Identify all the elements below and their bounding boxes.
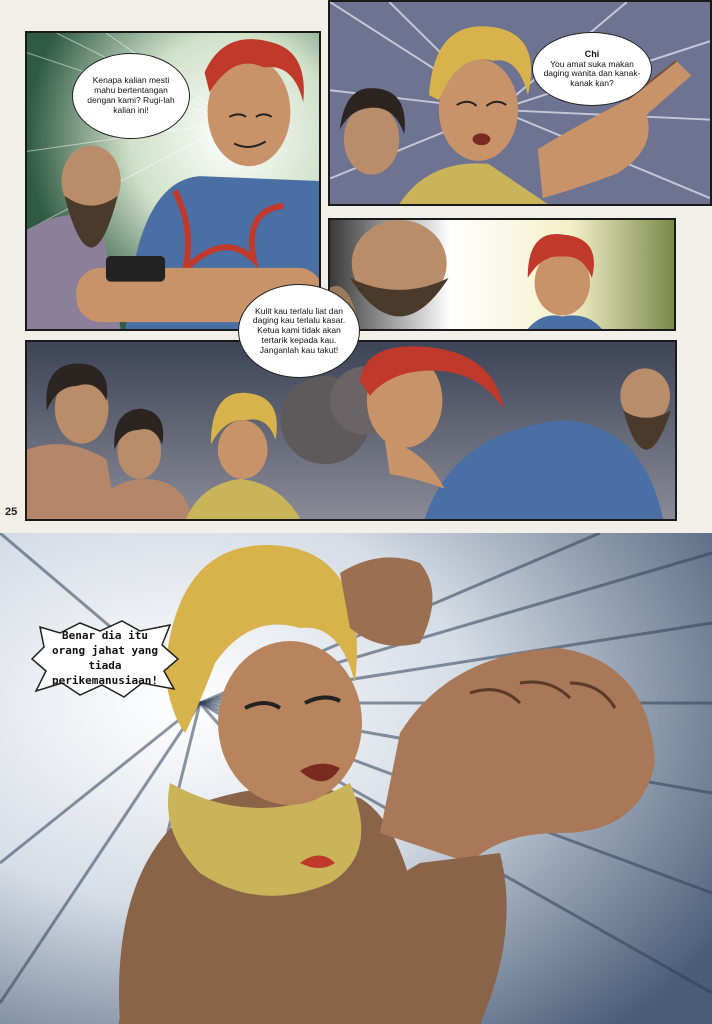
speech-bubble-panel-4 [238, 284, 360, 378]
panel-4 [25, 340, 677, 521]
panel-2 [328, 0, 712, 206]
speech-bubble-panel-1-text: Kenapa kalian mesti mahu bertentangan dengan kami? Rugi-lah kalian ini! [87, 75, 175, 115]
shout-bubble-text: Benar dia itu orang jahat yang tiada perikemanusiaan! [52, 629, 158, 687]
speech-bubble-panel-1 [72, 53, 190, 139]
speech-bubble-panel-4-text: Kulit kau terlalu liat dan daging kau terlalu kasar. Ketua kami tidak akan tertarik kepada kau. Janganlah kau takut! [252, 305, 346, 355]
speech-bubble-panel-2-title: Chi [584, 49, 600, 60]
panel-3-art [330, 220, 674, 329]
panel-5-art [0, 533, 712, 1024]
panel-2-art [330, 2, 710, 204]
panel-5 [0, 533, 712, 1024]
panel-4-art [27, 342, 675, 519]
page-number: 25 [5, 506, 18, 518]
panel-3 [328, 218, 676, 331]
speech-bubble-panel-2-text: You amat suka makan daging wanita dan kanak-kanak kan? [543, 58, 641, 89]
speech-bubble-panel-2 [532, 32, 652, 106]
shout-bubble-panel-5 [30, 619, 180, 699]
